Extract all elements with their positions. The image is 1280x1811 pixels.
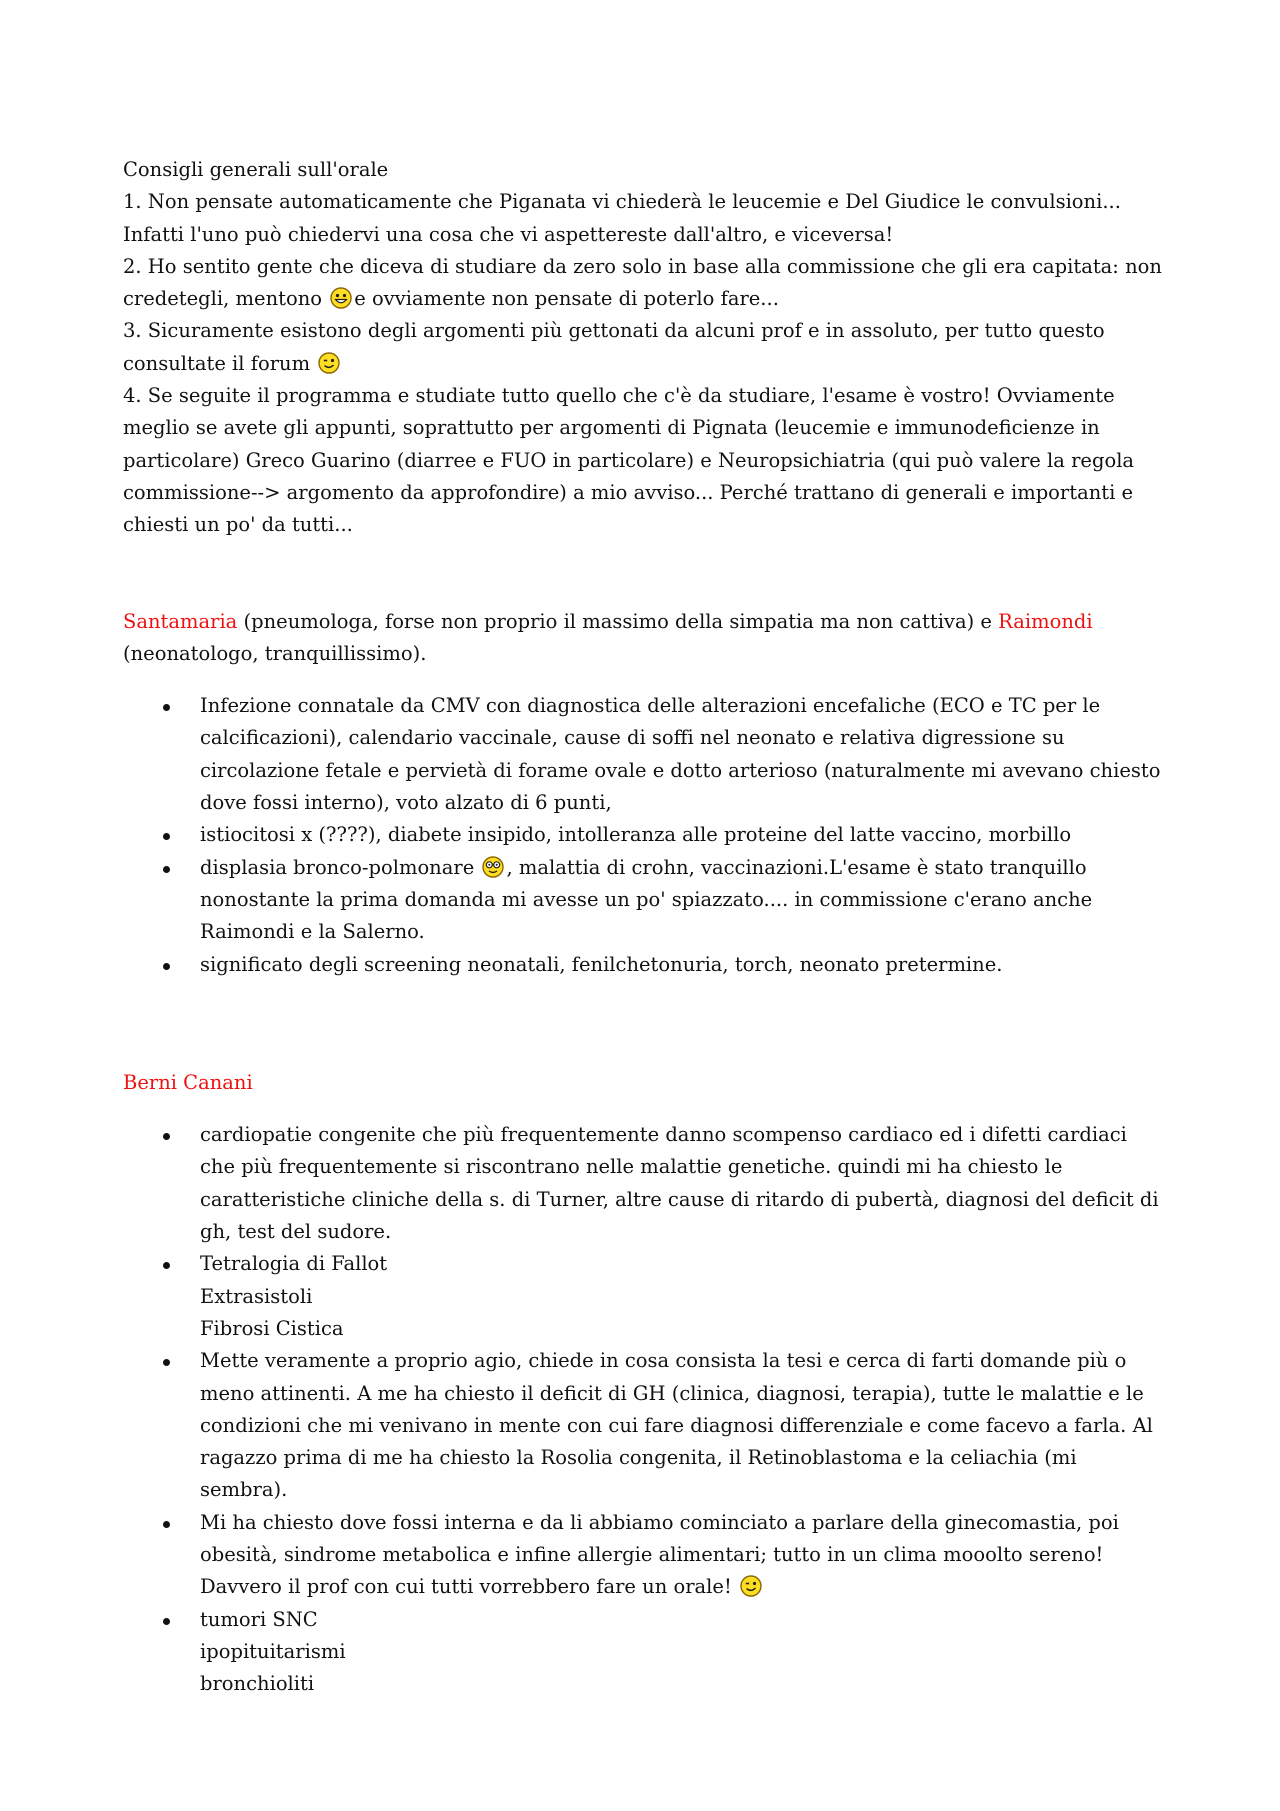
list-item: Infezione connatale da CMV con diagnostica delle alterazioni encefaliche (ECO e TC per le calcificazioni), calendario vaccinale, cause di soffi nel neonato e relativa digressione su circolazione fetale e pervietà di forame ovale e dotto arterioso (naturalmente mi avevano chiesto dove fossi interno), voto alzato di 6 punti, bbox=[123, 690, 1163, 819]
list-item: istiocitosi x (????), diabete insipido, intolleranza alle proteine del latte vaccino, morbillo bbox=[123, 819, 1163, 851]
section1-list bbox=[123, 690, 1163, 981]
bullet-dot bbox=[163, 704, 170, 711]
intro-paragraph-1: 1. Non pensate automaticamente che Piganata vi chiederà le leucemie e Del Giudice le convulsioni... Infatti l'uno può chiedervi una cosa che vi aspettereste dall'altro, e viceversa! bbox=[123, 190, 1121, 246]
intro-paragraph-4: 4. Se seguite il programma e studiate tutto quello che c'è da studiare, l'esame è vostro! Ovviamente meglio se avete gli appunti, soprattutto per argomenti di Pignata (leucemie e immunodeficienze in particolare) Greco Guarino (diarree e FUO in particolare) e Neuropsichiatria (qui può valere la regola commissione--> argomento da approfondire) a mio avviso... Perché trattano di generali e importanti e chiesti un po' da tutti... bbox=[123, 384, 1135, 537]
grinning-smiley-icon bbox=[330, 287, 352, 309]
winking-smiley-icon bbox=[318, 352, 340, 374]
list-item: displasia bronco-polmonare , malattia di crohn, vaccinazioni.L'esame è stato tranquillo nonostante la prima domanda mi avesse un po' spiazzato.... in commissione c'erano anche Raimondi e la Salerno. bbox=[123, 852, 1163, 949]
bullet-dot bbox=[163, 833, 170, 840]
intro-paragraph-3: 3. Sicuramente esistono degli argomenti più gettonati da alcuni prof e in assoluto, per tutto questo consultate il forum bbox=[123, 319, 1105, 375]
section2-list bbox=[123, 1119, 1163, 1700]
bullet-dot bbox=[163, 1618, 170, 1625]
bullet-dot bbox=[163, 1359, 170, 1366]
bullet-dot bbox=[163, 1521, 170, 1528]
nerd-smiley-icon bbox=[482, 856, 504, 878]
winking-smiley-icon bbox=[740, 1575, 762, 1597]
list-item: Mette veramente a proprio agio, chiede in cosa consista la tesi e cerca di farti domande più o meno attinenti. A me ha chiesto il deficit di GH (clinica, diagnosi, terapia), tutte le malattie e le condizioni che mi venivano in mente con cui fare diagnosi differenziale e come facevo a farla. Al ragazzo prima di me ha chiesto la Rosolia congenita, il Retinoblastoma e la celiachia (mi sembra). bbox=[123, 1345, 1163, 1506]
document-page bbox=[123, 154, 1163, 1700]
bullet-dot bbox=[163, 1262, 170, 1269]
intro-paragraph-2: 2. Ho sentito gente che diceva di studiare da zero solo in base alla commissione che gli era capitata: non credetegli, mentono e ovviamente non pensate di poterlo fare... bbox=[123, 254, 1162, 311]
professor-name-santamaria: Santamaria bbox=[123, 609, 238, 633]
list-item: cardiopatie congenite che più frequentemente danno scompenso cardiaco ed i difetti cardiaci che più frequentemente si riscontrano nelle malattie genetiche. quindi mi ha chiesto le caratteristiche cliniche della s. di Turner, altre cause di ritardo di pubertà, diagnosi del deficit di gh, test del sudore. bbox=[123, 1119, 1163, 1248]
bullet-dot bbox=[163, 866, 170, 873]
intro-heading: Consigli generali sull'orale bbox=[123, 158, 389, 181]
section1-header: Santamaria (pneumologa, forse non proprio il massimo della simpatia ma non cattiva) e Raimondi (neonatologo, tranquillissimo). bbox=[123, 609, 1093, 665]
bullet-dot bbox=[163, 963, 170, 970]
professor-name-raimondi: Raimondi bbox=[998, 609, 1093, 633]
professor-name-berni-canani: Berni Canani bbox=[123, 1070, 253, 1094]
list-item: significato degli screening neonatali, fenilchetonuria, torch, neonato pretermine. bbox=[123, 949, 1163, 981]
list-item: Tetralogia di Fallot Extrasistoli Fibrosi Cistica bbox=[123, 1248, 1163, 1345]
list-item: tumori SNC ipopituitarismi bronchioliti bbox=[123, 1604, 1163, 1701]
list-item: Mi ha chiesto dove fossi interna e da li abbiamo cominciato a parlare della ginecomastia, poi obesità, sindrome metabolica e infine allergie alimentari; tutto in un clima mooolto sereno! Davvero il prof con cui tutti vorrebbero fare un orale! bbox=[123, 1507, 1163, 1604]
bullet-dot bbox=[163, 1133, 170, 1140]
